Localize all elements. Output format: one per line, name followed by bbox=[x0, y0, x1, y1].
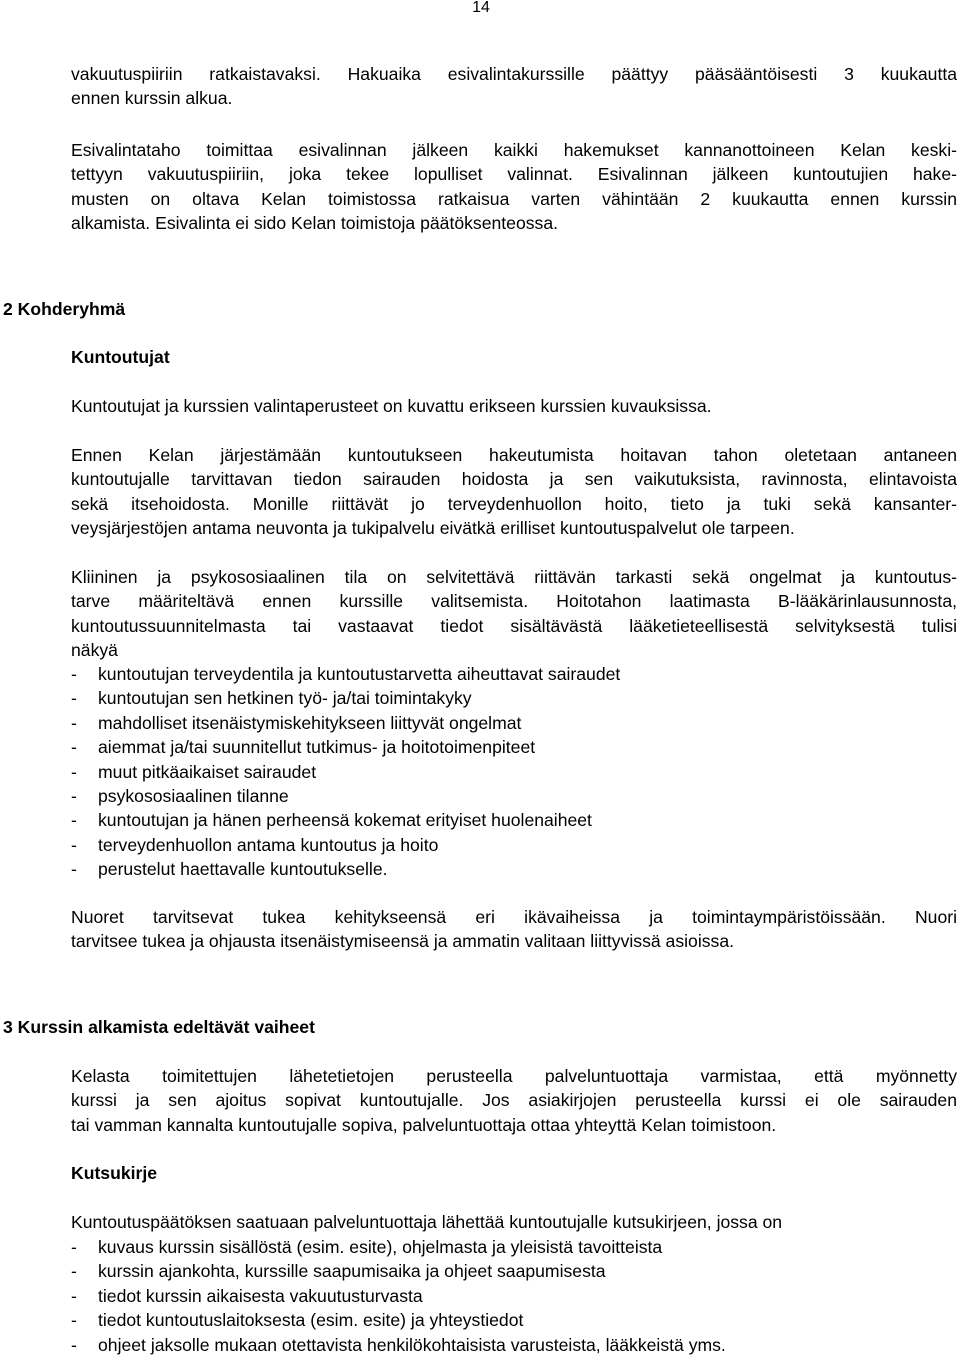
text-line: Kelasta toimitettujen lähetetietojen perusteella palveluntuottaja varmistaa, että myönnetty bbox=[71, 1066, 957, 1086]
paragraph-clinical-status bbox=[71, 565, 957, 663]
list-item bbox=[71, 857, 620, 881]
list-item-text: kuntoutujan ja hänen perheensä kokemat erityiset huolenaiheet bbox=[98, 810, 592, 831]
paragraph-kela-referral bbox=[71, 1064, 957, 1137]
list-item bbox=[71, 784, 620, 808]
subheading-rehabilitees: Kuntoutujat bbox=[71, 347, 170, 367]
list-dash: - bbox=[71, 1285, 77, 1306]
list-item bbox=[71, 833, 620, 857]
section-heading-pre-course-phases: 3 Kurssin alkamista edeltävät vaiheet bbox=[3, 1017, 315, 1037]
list-dash: - bbox=[71, 1310, 77, 1331]
list-dash: - bbox=[71, 761, 77, 782]
list-item-text: kuntoutujan sen hetkinen työ- ja/tai toimintakyky bbox=[98, 688, 472, 709]
list-item-text: tiedot kuntoutuslaitoksesta (esim. esite) ja yhteystiedot bbox=[98, 1310, 524, 1331]
list-item-text: terveydenhuollon antama kuntoutus ja hoito bbox=[98, 834, 439, 855]
list-dash: - bbox=[71, 834, 77, 855]
list-item bbox=[71, 1235, 726, 1259]
list-item-text: tiedot kurssin aikaisesta vakuutusturvasta bbox=[98, 1285, 423, 1306]
list-item bbox=[71, 1333, 726, 1357]
subheading-invitation-letter: Kutsukirje bbox=[71, 1163, 158, 1183]
list-item-text: kuvaus kurssin sisällöstä (esim. esite), ohjelmasta ja yleisistä tavoitteista bbox=[98, 1237, 663, 1257]
text-line: Kuntoutuspäätöksen saatuaan palveluntuottaja lähettää kuntoutujalle kutsukirjeen, jossa on bbox=[71, 1212, 783, 1232]
list-item-text: kuntoutujan terveydentila ja kuntoutustarvetta aiheuttavat sairaudet bbox=[98, 664, 621, 684]
list-dash: - bbox=[71, 1334, 77, 1355]
text-line: ennen kurssin alkua. bbox=[71, 88, 233, 109]
text-line: näkyä bbox=[71, 640, 118, 661]
list-item-text: kurssin ajankohta, kurssille saapumisaika ja ohjeet saapumisesta bbox=[98, 1261, 606, 1282]
list-item bbox=[71, 662, 620, 686]
medical-statement-list bbox=[71, 662, 620, 882]
list-dash: - bbox=[71, 859, 77, 880]
text-line: Ennen Kelan järjestämään kuntoutukseen hakeutumista hoitavan tahon oletetaan antaneen bbox=[71, 445, 957, 465]
text-line: tarve määriteltävä ennen kurssille valitsemista. Hoitotahon laatimasta B-lääkärinlausunnosta, bbox=[71, 591, 957, 612]
list-dash: - bbox=[71, 737, 77, 758]
list-item bbox=[71, 808, 620, 832]
text-line: sekä itsehoidosta. Monille riittävät jo terveydenhuollon hoito, tieto ja tuki sekä kansanter- bbox=[71, 493, 957, 514]
list-item-text: muut pitkäaikaiset sairaudet bbox=[98, 761, 317, 782]
text-line: tettyyn vakuutuspiiriin, joka tekee lopulliset valinnat. Esivalinnan jälkeen kuntoutujien hake- bbox=[71, 164, 957, 185]
paragraph-youth bbox=[71, 905, 957, 954]
paragraph-invitation-intro bbox=[71, 1210, 957, 1234]
paragraph-application-deadline bbox=[71, 62, 957, 111]
text-line: tai vamman kannalta kuntoutujalle sopiva, palveluntuottaja ottaa yhteyttä Kelan toimistoon. bbox=[71, 1114, 777, 1135]
list-item bbox=[71, 686, 620, 710]
text-line: kurssi ja sen ajoitus sopivat kuntoutujalle. Jos asiakirjojen perusteella kurssi ei ole sairauden bbox=[71, 1090, 957, 1111]
list-dash: - bbox=[71, 688, 77, 709]
paragraph-preselection bbox=[71, 138, 957, 236]
list-dash: - bbox=[71, 664, 77, 684]
text-line: musten on oltava Kelan toimistossa ratkaisua varten vähintään 2 kuukautta ennen kurssin bbox=[71, 188, 957, 209]
list-dash: - bbox=[71, 712, 77, 733]
list-item bbox=[71, 1259, 726, 1283]
text-line: tarvitsee tukea ja ohjausta itsenäistymiseensä ja ammatin valitaan liittyvissä asioissa. bbox=[71, 931, 735, 952]
list-dash: - bbox=[71, 1261, 77, 1282]
text-line: Kuntoutujat ja kurssien valintaperusteet on kuvattu erikseen kurssien kuvauksissa. bbox=[71, 396, 712, 416]
text-line: vakuutuspiiriin ratkaistavaksi. Hakuaika esivalintakurssille päättyy pääsääntöisesti 3 kuukautta bbox=[71, 64, 957, 84]
list-dash: - bbox=[71, 785, 77, 806]
list-item-text: mahdolliset itsenäistymiskehitykseen liittyvät ongelmat bbox=[98, 712, 522, 733]
list-dash: - bbox=[71, 810, 77, 831]
list-dash: - bbox=[71, 1237, 77, 1257]
text-line: Nuoret tarvitsevat tukea kehitykseensä eri ikävaiheissa ja toimintaympäristöissään. Nuori bbox=[71, 907, 957, 927]
page-number: 14 bbox=[472, 0, 490, 16]
section-heading-target-group: 2 Kohderyhmä bbox=[3, 299, 126, 319]
list-item bbox=[71, 735, 620, 759]
text-line: kuntoutujalle tarvittavan tiedon sairauden hoidosta ja sen vaikutuksista, ravinnosta, elintavoista bbox=[71, 469, 957, 490]
text-line: Esivalintataho toimittaa esivalinnan jälkeen kaikki hakemukset kannanottoineen Kelan keski- bbox=[71, 140, 957, 160]
text-line: alkamista. Esivalinta ei sido Kelan toimistoja päätöksenteossa. bbox=[71, 213, 559, 234]
list-item-text: aiemmat ja/tai suunnitellut tutkimus- ja hoitotoimenpiteet bbox=[98, 737, 536, 758]
paragraph-rehabilitees-intro bbox=[71, 394, 957, 418]
text-line: veysjärjestöjen antama neuvonta ja tukipalvelu eivätkä erilliset kuntoutuspalvelut ole tarpeen. bbox=[71, 518, 795, 539]
list-item bbox=[71, 1308, 726, 1332]
list-item-text: perustelut haettavalle kuntoutukselle. bbox=[98, 859, 388, 880]
paragraph-prior-information bbox=[71, 443, 957, 541]
list-item bbox=[71, 760, 620, 784]
invitation-contents-list bbox=[71, 1235, 726, 1357]
text-line: Kliininen ja psykososiaalinen tila on selvitettävä riittävän tarkasti sekä ongelmat ja kuntoutus- bbox=[71, 567, 957, 587]
list-item-text: ohjeet jaksolle mukaan otettavista henkilökohtaisista varusteista, lääkkeistä yms. bbox=[98, 1334, 726, 1355]
list-item-text: psykososiaalinen tilanne bbox=[98, 785, 289, 806]
text-line: kuntoutussuunnitelmasta tai vastaavat tiedot sisältävästä lääketieteellisestä selvityksestä tulisi bbox=[71, 615, 957, 636]
list-item bbox=[71, 711, 620, 735]
list-item bbox=[71, 1284, 726, 1308]
